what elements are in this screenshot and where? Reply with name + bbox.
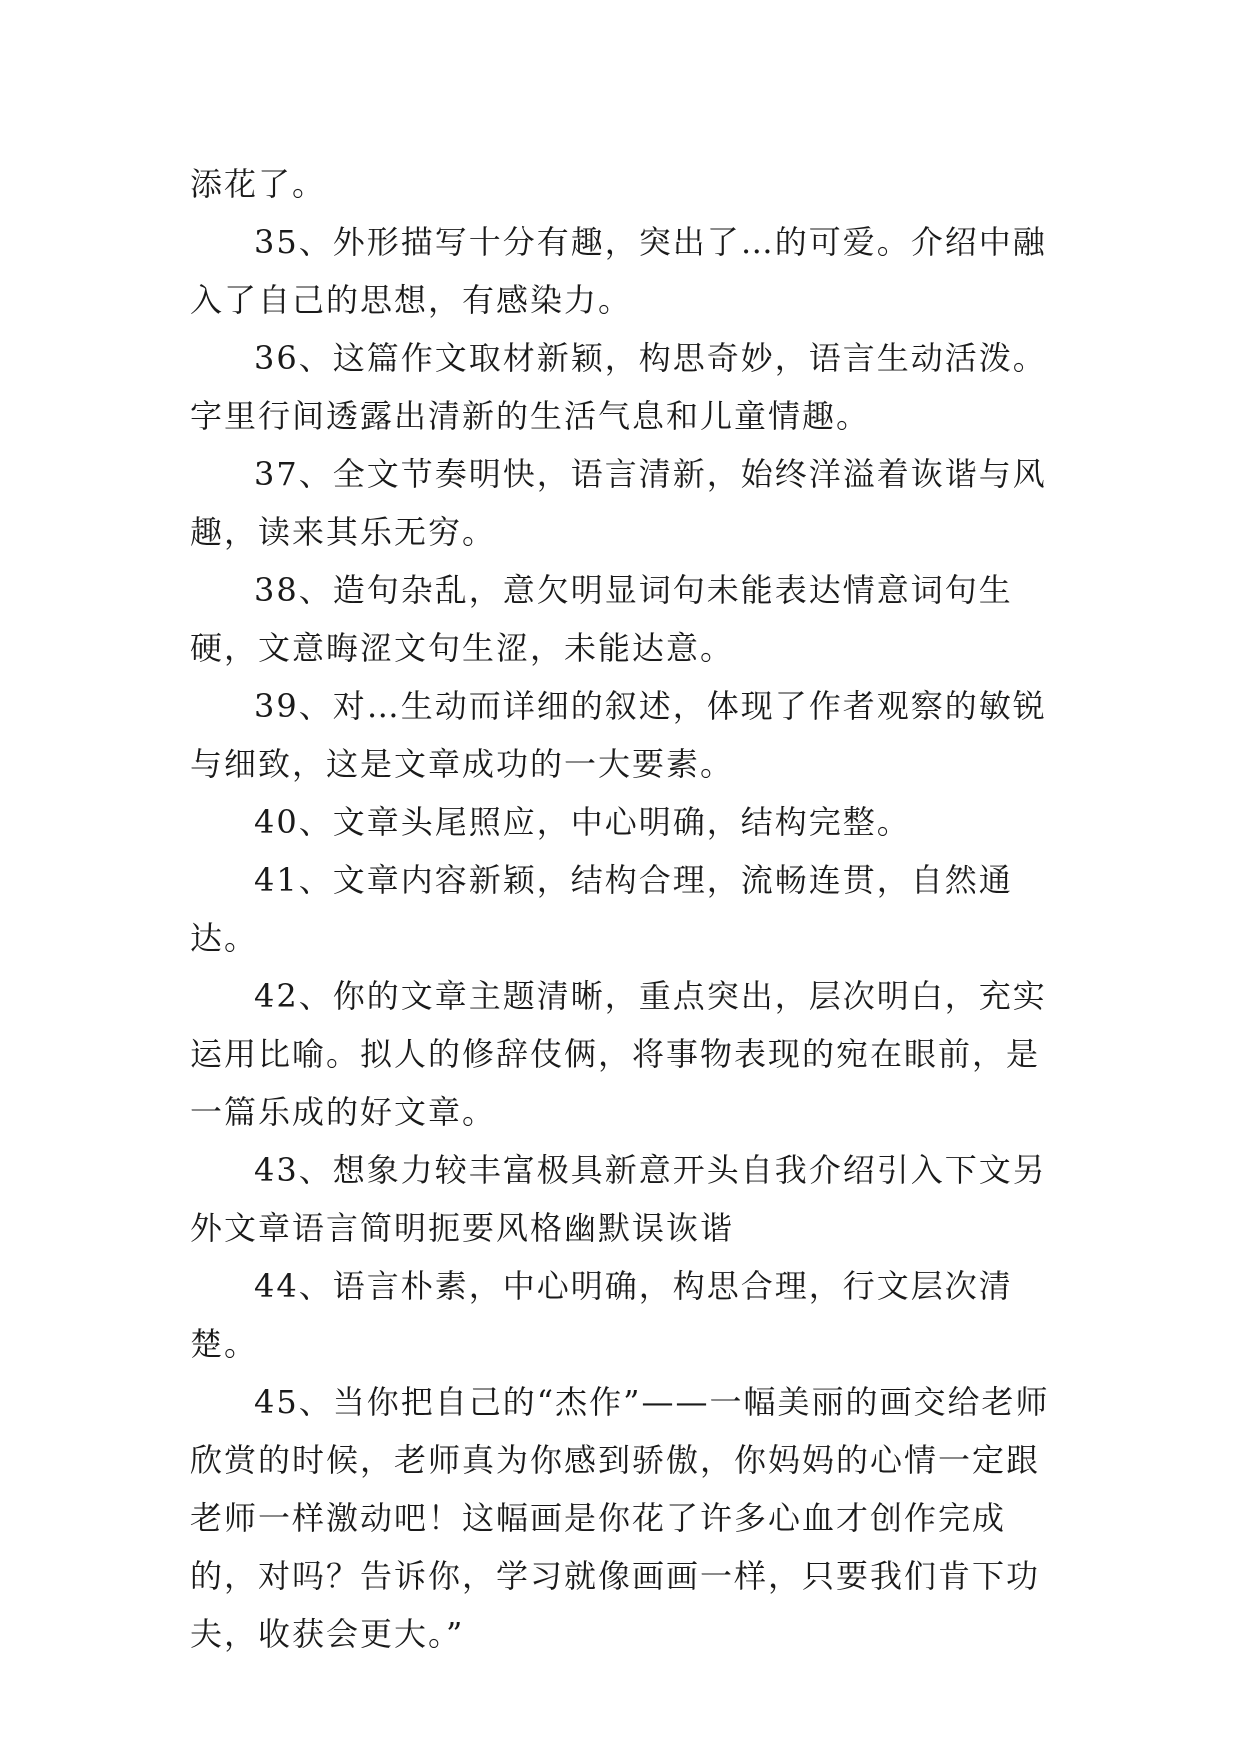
- comment-35: 35、外形描写十分有趣，突出了…的可爱。介绍中融入了自己的思想，有感染力。: [190, 223, 1047, 319]
- comment-39: 39、对…生动而详细的叙述，体现了作者观察的敏锐与细致，这是文章成功的一大要素。: [190, 687, 1047, 783]
- comment-36: 36、这篇作文取材新颖，构思奇妙，语言生动活泼。字里行间透露出清新的生活气息和儿童情趣。: [190, 339, 1047, 435]
- comment-40: 40、文章头尾照应，中心明确，结构完整。: [254, 803, 911, 841]
- comment-42: 42、你的文章主题清晰，重点突出，层次明白，充实运用比喻。拟人的修辞伎俩，将事物表现的宛在眼前，是一篇乐成的好文章。: [190, 977, 1047, 1131]
- comment-45: 45、当你把自己的“杰作”——一幅美丽的画交给老师欣赏的时候，老师真为你感到骄傲，你妈妈的心情一定跟老师一样激动吧！这幅画是你花了许多心血才创作完成的，对吗？告诉你，学习就像画画一样，只要我们肯下功夫，收获会更大。”: [190, 1383, 1050, 1653]
- comment-37: 37、全文节奏明快，语言清新，始终洋溢着诙谐与风趣，读来其乐无穷。: [190, 455, 1047, 551]
- comment-43: 43、想象力较丰富极具新意开头自我介绍引入下文另外文章语言简明扼要风格幽默误诙谐: [190, 1151, 1047, 1247]
- comment-41: 41、文章内容新颖，结构合理，流畅连贯，自然通达。: [190, 861, 1013, 957]
- document-body: [190, 155, 1050, 1663]
- comment-44: 44、语言朴素，中心明确，构思合理，行文层次清楚。: [190, 1267, 1013, 1363]
- comment-38: 38、造句杂乱，意欠明显词句未能表达情意词句生硬，文意晦涩文句生涩，未能达意。: [190, 571, 1013, 667]
- paragraph-continuation: 添花了。: [190, 165, 327, 203]
